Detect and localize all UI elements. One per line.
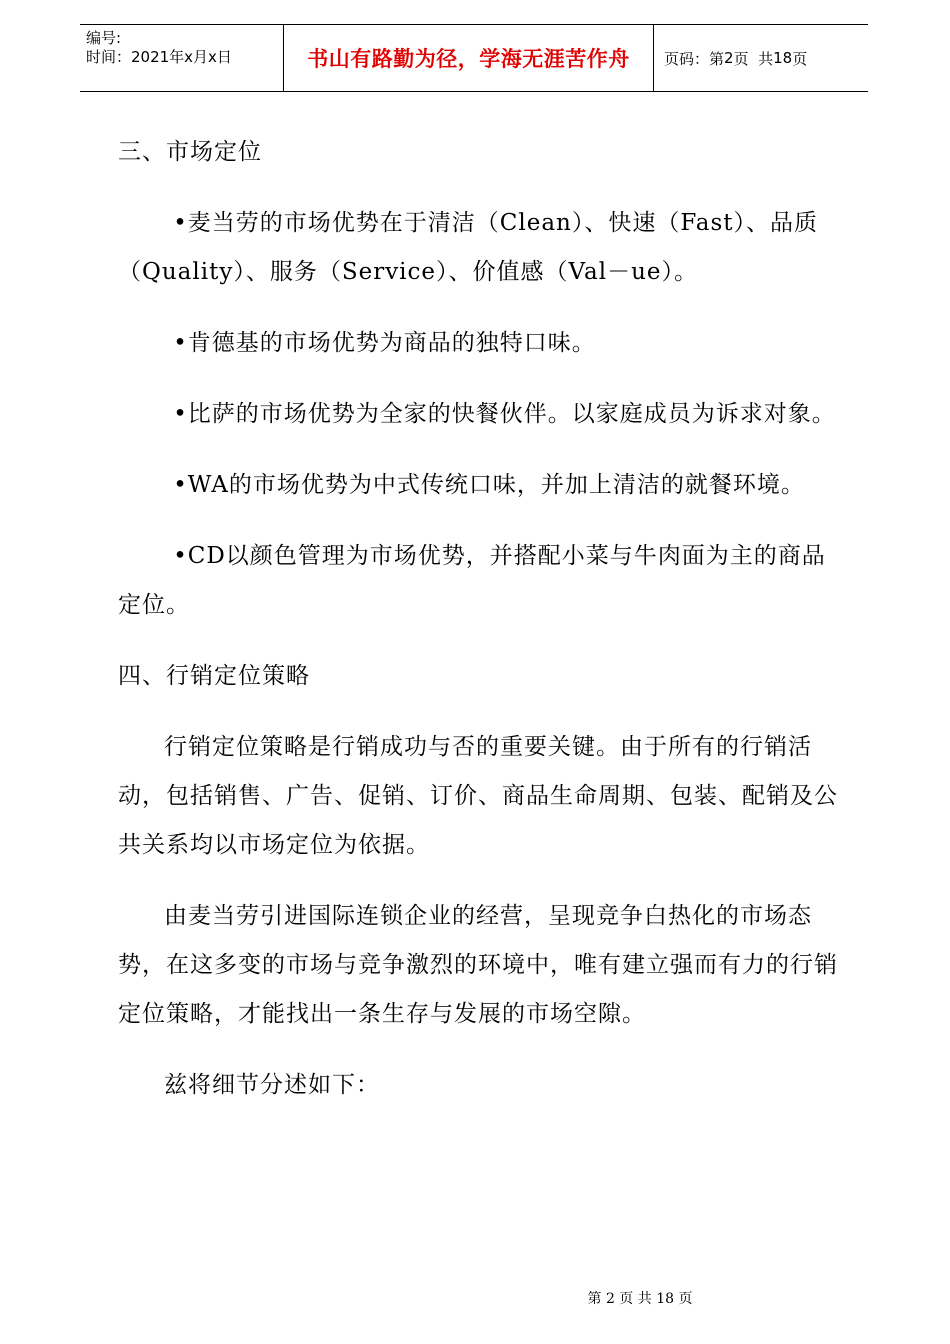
paragraph-3: 兹将细节分述如下： [164,1072,380,1098]
bullet-kfc: •肯德基的市场优势为商品的独特口味。 [173,330,596,356]
paragraph-2: 由麦当劳引进国际连锁企业的经营，呈现竞争白热化的市场态势，在这多变的市场与竞争激烈的环境中，唯有建立强而有力的行销定位策略，才能找出一条生存与发展的市场空隙。 [118,903,838,1027]
header-motto: 书山有路勤为径，学海无涯苦作舟 [284,25,654,91]
page-middle: 页 共 [733,49,774,68]
page-suffix: 页 [792,49,808,68]
bullet-pizza: •比萨的市场优势为全家的快餐伙伴。以家庭成员为诉求对象。 [173,401,836,427]
header-page-info [654,25,868,91]
page-total: 18 [773,49,793,67]
paragraph-1: 行销定位策略是行销成功与否的重要关键。由于所有的行销活动，包括销售、广告、促销、订价、商品生命周期、包装、配销及公共关系均以市场定位为依据。 [118,734,838,858]
section-4-title: 四、行销定位策略 [118,663,310,689]
footer-page-number: 第 2 页 共 18 页 [587,1291,693,1307]
bullet-mcdonalds: •麦当劳的市场优势在于清洁（Clean）、快速（Fast）、品质（Quality）、服务（Service）、价值感（Val－ue）。 [118,210,819,285]
page-current: 2 [724,49,734,67]
header-meta [80,25,284,91]
section-3-title: 三、市场定位 [118,139,262,165]
bullet-cd: •CD以颜色管理为市场优势，并搭配小菜与牛肉面为主的商品定位。 [118,543,826,618]
document-body [118,128,838,1132]
document-number-label: 编号: [86,29,122,47]
page-prefix: 页码：第 [664,49,725,68]
page-header [80,24,868,92]
page-footer [0,1288,950,1308]
document-date: 时间：2021年x月x日 [86,48,232,66]
bullet-wa: •WA的市场优势为中式传统口味，并加上清洁的就餐环境。 [173,472,805,498]
